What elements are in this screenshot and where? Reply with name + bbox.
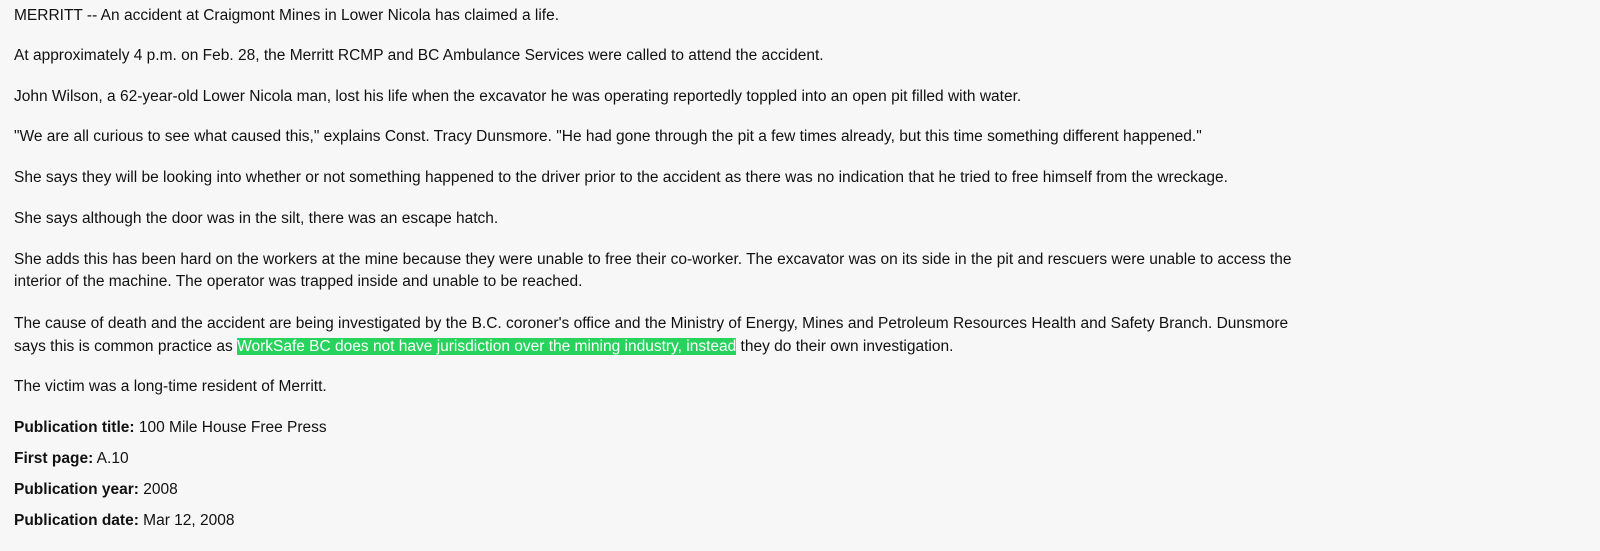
first-page-label: First page: [14, 450, 94, 467]
paragraph-resident: The victim was a long-time resident of Merritt. [14, 378, 327, 395]
paragraph-cause-line2 [14, 337, 953, 356]
highlighted-text: WorkSafe BC does not have jurisdiction over the mining industry, instead [237, 338, 737, 355]
paragraph-quote: "We are all curious to see what caused this," explains Const. Tracy Dunsmore. "He had gone through the pit a few times already, but this time something different happened." [14, 128, 1202, 145]
paragraph-cause-line1: The cause of death and the accident are being investigated by the B.C. coroner's office and the Ministry of Energy, Mines and Petroleum Resources Health and Safety Branch. Dunsmore [14, 315, 1289, 332]
paragraph-time: At approximately 4 p.m. on Feb. 28, the Merritt RCMP and BC Ambulance Services were called to attend the accident. [14, 47, 824, 64]
cause-text-before: says this is common practice as [14, 338, 238, 355]
publication-date-label: Publication date: [14, 512, 139, 529]
paragraph-victim: John Wilson, a 62-year-old Lower Nicola man, lost his life when the excavator he was operating reportedly toppled into an open pit filled with water. [14, 88, 1022, 105]
publication-title-label: Publication title: [14, 419, 135, 436]
paragraph-escape-hatch: She says although the door was in the silt, there was an escape hatch. [14, 210, 499, 227]
publication-date-value: Mar 12, 2008 [138, 512, 235, 529]
first-page-row [14, 449, 129, 468]
publication-year-row [14, 480, 178, 499]
publication-year-value: 2008 [138, 481, 178, 498]
first-page-value: A.10 [93, 450, 129, 467]
paragraph-workers-line2: interior of the machine. The operator was trapped inside and unable to be reached. [14, 273, 583, 290]
publication-date-row [14, 511, 235, 530]
publication-title-row [14, 418, 327, 437]
paragraph-investigation: She says they will be looking into whether or not something happened to the driver prior to the accident as there was no indication that he tried to free himself from the wreckage. [14, 169, 1228, 186]
publication-year-label: Publication year: [14, 481, 139, 498]
paragraph-workers-line1: She adds this has been hard on the workers at the mine because they were unable to free their co-worker. The excavator was on its side in the pit and rescuers were unable to access the [14, 251, 1292, 268]
paragraph-lede: MERRITT -- An accident at Craigmont Mines in Lower Nicola has claimed a life. [14, 7, 560, 24]
publication-title-value: 100 Mile House Free Press [134, 419, 327, 436]
cause-text-after: they do their own investigation. [736, 338, 954, 355]
